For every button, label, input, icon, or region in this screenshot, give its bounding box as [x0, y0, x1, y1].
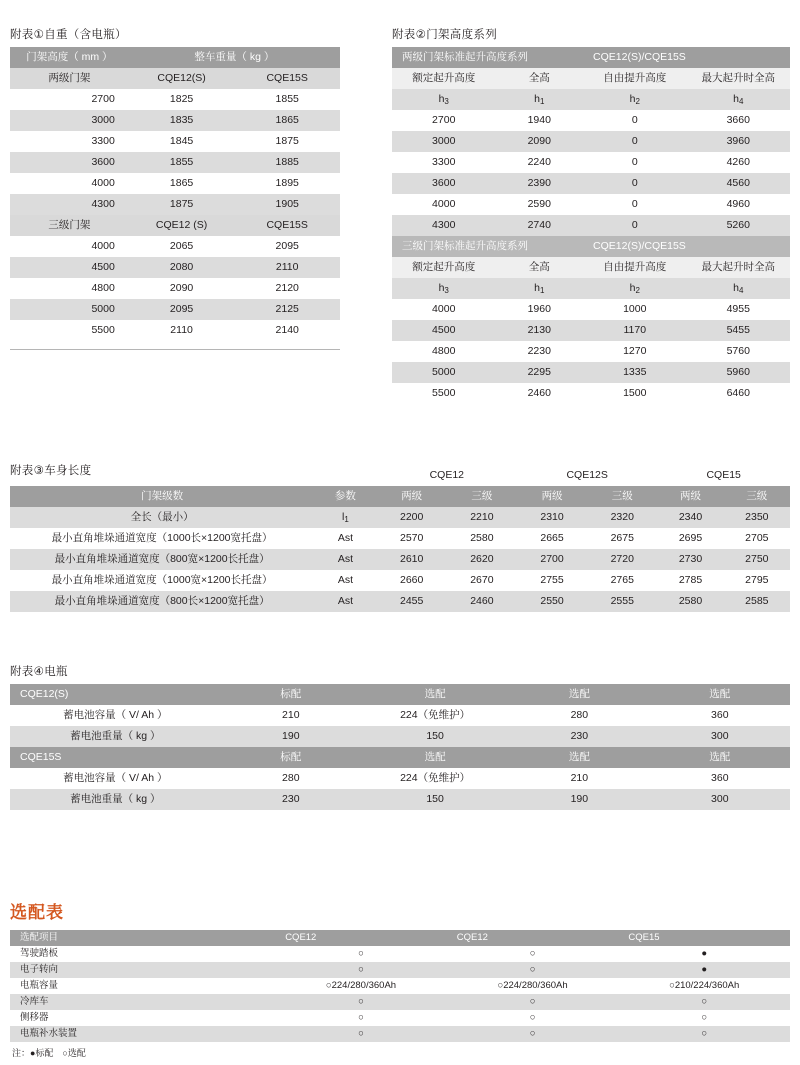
- cell: 2125: [275, 303, 299, 315]
- table-row: [10, 994, 790, 1010]
- cell: ●: [701, 948, 708, 959]
- cell: 蓄电池容量（ V/ Ah ）: [63, 709, 168, 721]
- cell: Ast: [337, 553, 353, 565]
- table-row: [392, 320, 790, 341]
- table4-group2-header: [10, 747, 790, 768]
- table-row: [392, 341, 790, 362]
- table3-model-row: [10, 465, 790, 486]
- cell: 4000: [91, 240, 115, 252]
- cell: ○224/280/360Ah: [497, 980, 568, 991]
- cell: 280: [570, 709, 589, 721]
- column-header: 全高: [528, 261, 550, 273]
- table4-group1-header: [10, 684, 790, 705]
- table1-subheader-cell: CQE12 (S): [155, 219, 208, 231]
- cell: 电瓶补水装置: [20, 1028, 78, 1039]
- table2-caption: 附表②门架高度系列: [392, 29, 498, 41]
- cell: 2730: [678, 553, 703, 565]
- cell: 0: [631, 177, 638, 189]
- cell: 1500: [623, 387, 647, 399]
- column-header: 最大起升时全高: [701, 261, 775, 273]
- table-row: [392, 110, 790, 131]
- cell: 4260: [726, 156, 750, 168]
- cell: 0: [631, 156, 638, 168]
- cell: ○210/224/360Ah: [669, 980, 740, 991]
- column-header: 自由提升高度: [603, 72, 667, 84]
- cell: ○: [701, 996, 708, 1007]
- cell: 224（免维护）: [400, 709, 471, 721]
- table-row: [10, 1026, 790, 1042]
- options-table: [10, 930, 790, 1042]
- table-row: [10, 768, 790, 789]
- config-label: 选配: [568, 751, 590, 763]
- options-header-row: [10, 930, 790, 946]
- cell: 0: [631, 198, 638, 210]
- table-row: [10, 299, 340, 320]
- cell: 3660: [726, 114, 750, 126]
- cell: 0: [631, 135, 638, 147]
- table2-colheader-row-2: [392, 257, 790, 278]
- column-header: 两级: [401, 490, 423, 502]
- column-header: 三级: [611, 490, 633, 502]
- symbol-cell: $h_3$: [438, 282, 449, 295]
- cell: 2700: [540, 553, 564, 565]
- cell: 3960: [726, 135, 750, 147]
- table-row: [10, 131, 340, 152]
- table-row: [10, 194, 340, 215]
- symbol-cell: $h_1$: [534, 93, 545, 106]
- cell: ○: [358, 964, 364, 975]
- table2-group1-title: 两级门架标准起升高度系列: [402, 51, 528, 63]
- model-label: CQE12: [429, 469, 464, 481]
- cell: 4500: [91, 261, 115, 273]
- table-row: [10, 173, 340, 194]
- cell: 2340: [678, 511, 703, 523]
- table-row: [10, 946, 790, 962]
- cell: 1960: [527, 303, 551, 315]
- table3-header-row: [10, 486, 790, 507]
- table1: [10, 47, 340, 341]
- cell: 2695: [678, 532, 703, 544]
- cell: 5960: [726, 366, 750, 378]
- cell: 侧移器: [20, 1012, 49, 1023]
- symbol-cell: $h_4$: [733, 282, 744, 295]
- cell: 电子转向: [20, 964, 59, 975]
- table-row: [10, 278, 340, 299]
- column-header: 全高: [528, 72, 550, 84]
- cell: $l_1$: [342, 511, 349, 524]
- table1-subheader-cell: 两级门架: [48, 72, 91, 84]
- table1-header-cell: 门架高度（ mm ）: [26, 51, 113, 63]
- symbol-cell: $h_1$: [534, 282, 545, 295]
- config-label: 标配: [280, 751, 302, 763]
- cell: ○: [358, 996, 364, 1007]
- table1-block: [10, 26, 340, 350]
- cell: 1855: [169, 156, 194, 168]
- cell: 最小直角堆垛通道宽度（1000宽×1200长托盘）: [51, 574, 273, 586]
- cell: 4000: [432, 303, 456, 315]
- symbol-cell: $h_4$: [733, 93, 744, 106]
- table-row: [392, 173, 790, 194]
- column-header: CQE12: [275, 930, 447, 946]
- table3: [10, 465, 790, 612]
- cell: 1895: [275, 177, 299, 189]
- cell: 3300: [91, 135, 115, 147]
- cell: Ast: [337, 595, 353, 607]
- cell: 2700: [432, 114, 456, 126]
- cell: 190: [282, 730, 300, 742]
- cell: 4560: [726, 177, 750, 189]
- cell: 蓄电池容量（ V/ Ah ）: [63, 772, 168, 784]
- cell: 2750: [745, 553, 769, 565]
- cell: 4000: [432, 198, 456, 210]
- cell: 最小直角堆垛通道宽度（800长×1200宽托盘）: [54, 595, 270, 607]
- cell: 2210: [470, 511, 494, 523]
- cell: 1835: [169, 114, 194, 126]
- cell: 1875: [275, 135, 299, 147]
- cell: 2065: [169, 240, 194, 252]
- cell: 3600: [91, 156, 115, 168]
- cell: 2570: [400, 532, 424, 544]
- table2-group2-models: CQE12(S)/CQE15S: [593, 240, 686, 252]
- cell: 2080: [169, 261, 194, 273]
- table-row: [392, 215, 790, 236]
- cell: 0: [631, 114, 638, 126]
- cell: 2110: [275, 261, 299, 273]
- cell: ○: [529, 948, 536, 959]
- table4-block: [10, 663, 790, 810]
- cell: 6460: [726, 387, 750, 399]
- cell: 5760: [726, 345, 750, 357]
- symbol-cell: $h_2$: [629, 93, 640, 106]
- cell: ○: [358, 948, 364, 959]
- column-header: 三级: [471, 490, 493, 502]
- table2-symbol-row: [392, 89, 790, 110]
- cell: 4960: [726, 198, 750, 210]
- cell: 2670: [470, 574, 494, 586]
- cell: 2755: [540, 574, 564, 586]
- cell: 2390: [527, 177, 551, 189]
- table2: [392, 47, 790, 404]
- cell: 2310: [540, 511, 564, 523]
- cell: 全长（最小）: [130, 511, 194, 523]
- table-row: [10, 110, 340, 131]
- cell: 5500: [91, 324, 115, 336]
- cell: 2350: [745, 511, 769, 523]
- cell: 210: [282, 709, 300, 721]
- cell: 3600: [432, 177, 456, 189]
- cell: 2660: [400, 574, 424, 586]
- table-row: [392, 362, 790, 383]
- cell: ○: [529, 1028, 536, 1039]
- table2-group2-title: 三级门架标准起升高度系列: [402, 240, 528, 252]
- cell: 2740: [527, 219, 551, 231]
- model-label: CQE15: [706, 469, 741, 481]
- column-header: 两级: [679, 490, 701, 502]
- cell: 2610: [400, 553, 424, 565]
- table2-group1-header: [392, 47, 790, 68]
- cell: 电瓶容量: [20, 980, 59, 991]
- cell: Ast: [337, 532, 353, 544]
- table3-block: [10, 462, 790, 612]
- table-row: [392, 152, 790, 173]
- column-header: 两级: [541, 490, 563, 502]
- table-row: [10, 257, 340, 278]
- cell: 5455: [726, 324, 750, 336]
- cell: 2460: [527, 387, 551, 399]
- table-row: [10, 320, 340, 341]
- cell: 4300: [91, 198, 115, 210]
- cell: 蓄电池重量（ kg ）: [70, 793, 161, 805]
- table-row: [10, 152, 340, 173]
- symbol-cell: $h_3$: [438, 93, 449, 106]
- cell: 最小直角堆垛通道宽度（1000长×1200宽托盘）: [51, 532, 273, 544]
- table1-header-row: [10, 47, 340, 68]
- config-label: 选配: [709, 688, 731, 700]
- options-note: 注：●标配 ○选配: [12, 1048, 86, 1058]
- table-row: [10, 705, 790, 726]
- cell: 最小直角堆垛通道宽度（800宽×1200长托盘）: [54, 553, 270, 565]
- table1-subheader-cell: CQE12(S): [157, 72, 206, 84]
- cell: 3000: [91, 114, 115, 126]
- cell: 2765: [610, 574, 634, 586]
- table1-caption: 附表①自重（含电瓶）: [10, 29, 127, 41]
- cell: 5500: [432, 387, 456, 399]
- cell: 2090: [169, 282, 194, 294]
- cell: 2550: [540, 595, 564, 607]
- model-label: CQE12S: [566, 469, 608, 481]
- cell: 5260: [726, 219, 750, 231]
- cell: ○: [358, 1012, 364, 1023]
- config-label: 选配: [424, 688, 446, 700]
- table-row: [10, 549, 790, 570]
- table-row: [392, 383, 790, 404]
- cell: 2705: [745, 532, 769, 544]
- cell: ○: [529, 1012, 536, 1023]
- table-row: [392, 194, 790, 215]
- cell: 1905: [275, 198, 299, 210]
- cell: 2090: [527, 135, 551, 147]
- table-row: [392, 299, 790, 320]
- cell: 2130: [527, 324, 551, 336]
- cell: 4300: [432, 219, 456, 231]
- cell: 2720: [610, 553, 634, 565]
- cell: 1865: [275, 114, 299, 126]
- table1-subheader-cell: CQE15S: [266, 72, 308, 84]
- cell: 4800: [91, 282, 115, 294]
- cell: ●: [701, 964, 708, 975]
- table1-subheader-cell: 三级门架: [48, 219, 91, 231]
- table-row: [10, 726, 790, 747]
- model-label: CQE15S: [20, 751, 62, 763]
- table4: [10, 684, 790, 810]
- column-header: 最大起升时全高: [701, 72, 775, 84]
- cell: 360: [711, 772, 729, 784]
- cell: ○: [529, 964, 536, 975]
- table-row: [10, 507, 790, 528]
- cell: ○: [701, 1028, 708, 1039]
- table-row: [10, 978, 790, 994]
- table-row: [10, 89, 340, 110]
- cell: 2555: [610, 595, 634, 607]
- cell: 2590: [527, 198, 551, 210]
- cell: 150: [426, 730, 444, 742]
- cell: ○: [701, 1012, 708, 1023]
- cell: 1855: [275, 93, 299, 105]
- table-row: [10, 528, 790, 549]
- cell: 2095: [169, 303, 194, 315]
- cell: 1885: [275, 156, 299, 168]
- cell: 2675: [610, 532, 634, 544]
- table-row: [392, 131, 790, 152]
- table-row: [10, 236, 340, 257]
- table-row: [10, 789, 790, 810]
- config-label: 标配: [280, 688, 302, 700]
- cell: 1845: [169, 135, 194, 147]
- column-header: CQE12: [447, 930, 619, 946]
- cell: 5000: [91, 303, 115, 315]
- cell: 1825: [169, 93, 194, 105]
- table2-colheader-row: [392, 68, 790, 89]
- cell: 1865: [169, 177, 194, 189]
- cell: 2320: [610, 511, 634, 523]
- cell: 230: [282, 793, 300, 805]
- cell: 2665: [540, 532, 564, 544]
- table-row: [10, 962, 790, 978]
- column-header: 选配项目: [10, 930, 275, 946]
- cell: 2120: [275, 282, 299, 294]
- cell: 2620: [470, 553, 494, 565]
- table2-symbol-row-2: [392, 278, 790, 299]
- cell: 150: [426, 793, 444, 805]
- cell: ○: [529, 996, 536, 1007]
- cell: 驾驶踏板: [20, 948, 59, 959]
- cell: 2795: [745, 574, 769, 586]
- cell: 2240: [527, 156, 551, 168]
- cell: 210: [570, 772, 589, 784]
- table1-header-cell: 整车重量（ kg ）: [194, 51, 275, 63]
- cell: 2295: [527, 366, 551, 378]
- cell: 1270: [623, 345, 647, 357]
- table1-subheader-row-2: [10, 215, 340, 236]
- cell: 2460: [470, 595, 494, 607]
- column-header: CQE15: [618, 930, 790, 946]
- table2-group1-models: CQE12(S)/CQE15S: [593, 51, 686, 63]
- cell: 0: [631, 219, 638, 231]
- table-row: [10, 591, 790, 612]
- cell: ○: [358, 1028, 364, 1039]
- table1-subheader-row: [10, 68, 340, 89]
- cell: 1940: [527, 114, 551, 126]
- table1-subheader-cell: CQE15S: [266, 219, 308, 231]
- config-label: 选配: [709, 751, 731, 763]
- config-label: 选配: [568, 688, 590, 700]
- cell: 2585: [745, 595, 769, 607]
- cell: 冷库车: [20, 996, 49, 1007]
- column-header: 自由提升高度: [603, 261, 667, 273]
- cell: 2110: [170, 324, 193, 336]
- cell: 1875: [169, 198, 194, 210]
- cell: 蓄电池重量（ kg ）: [70, 730, 161, 742]
- cell: 360: [711, 709, 729, 721]
- column-header: 额定起升高度: [412, 261, 476, 273]
- cell: 4800: [432, 345, 456, 357]
- cell: 4000: [91, 177, 115, 189]
- cell: 2455: [400, 595, 424, 607]
- cell: 230: [570, 730, 589, 742]
- cell: 2785: [678, 574, 703, 586]
- cell: 2095: [275, 240, 299, 252]
- cell: 190: [570, 793, 589, 805]
- cell: 1335: [623, 366, 647, 378]
- cell: 5000: [432, 366, 456, 378]
- options-block: [10, 898, 790, 1059]
- table4-caption: 附表④电瓶: [10, 666, 68, 678]
- cell: 4500: [432, 324, 456, 336]
- config-label: 选配: [424, 751, 446, 763]
- cell: 3000: [432, 135, 456, 147]
- cell: 2230: [527, 345, 551, 357]
- column-header: 额定起升高度: [412, 72, 476, 84]
- table2-group2-header: [392, 236, 790, 257]
- table-row: [10, 1010, 790, 1026]
- cell: 1170: [623, 324, 647, 336]
- model-label: CQE12(S): [20, 688, 69, 700]
- cell: 2200: [400, 511, 424, 523]
- cell: 280: [282, 772, 300, 784]
- cell: 300: [711, 730, 729, 742]
- column-header: 门架级数: [141, 490, 184, 502]
- cell: 1000: [623, 303, 647, 315]
- options-title: 选配表: [10, 903, 64, 922]
- cell: 3300: [432, 156, 456, 168]
- symbol-cell: $h_2$: [629, 282, 640, 295]
- cell: 2700: [91, 93, 115, 105]
- column-header: 三级: [746, 490, 768, 502]
- table1-bottom-rule: [10, 349, 340, 350]
- cell: 2580: [470, 532, 494, 544]
- table3-caption: 附表③车身长度: [10, 465, 92, 477]
- cell: ○224/280/360Ah: [325, 980, 397, 991]
- table2-block: [392, 26, 790, 404]
- table-row: [10, 570, 790, 591]
- cell: 2580: [678, 595, 703, 607]
- cell: 2140: [275, 324, 299, 336]
- cell: 300: [711, 793, 729, 805]
- cell: 4955: [726, 303, 750, 315]
- cell: Ast: [337, 574, 353, 586]
- cell: 224（免维护）: [400, 772, 471, 784]
- column-header: 参数: [334, 490, 356, 502]
